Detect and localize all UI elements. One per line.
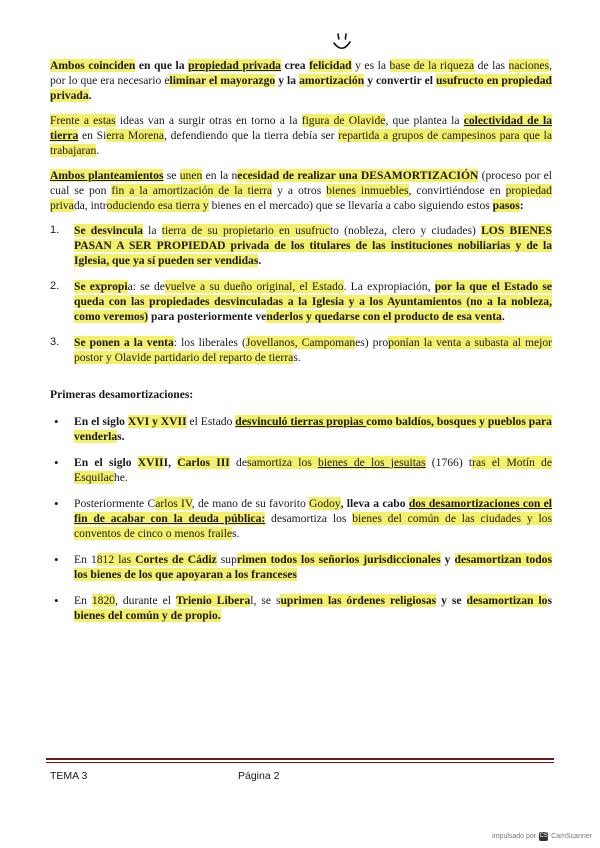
text-span: desvinculó tierras propias (235, 415, 367, 428)
text-span: amortización (299, 74, 365, 87)
text-span: y convertir el (364, 74, 436, 87)
text-span: fin a la amortización de la tierra (111, 184, 273, 197)
text-span: Se ponen a la venta (74, 336, 174, 349)
text-span: para posteriormente ve (148, 310, 267, 323)
text-span: da, intr (73, 199, 107, 212)
text-span: En el siglo (74, 456, 138, 469)
text-span: . (258, 254, 262, 267)
text-span: liminar el mayorazgo (169, 74, 276, 87)
text-span: usufructo en propiedad privada (50, 74, 553, 102)
text-span: vuelve a su dueño original, el Estado (164, 280, 344, 293)
list-item (62, 593, 552, 623)
text-span: por la que el Estado se queda con las propiedades desvinculadas a la Iglesia y a los Ayuntamientos (no a la nobleza, como veremos) (74, 280, 553, 323)
text-span: bienes en el mercado) que se llevaría a cabo siguiendo estos (208, 199, 493, 212)
text-span: como baldíos, bosques y pueblos para venderla (74, 415, 552, 443)
text-span: (1766) t (425, 456, 473, 469)
text-span: la (142, 224, 162, 237)
text-span: repartida a grupos de campesinos para que la trabajaran (50, 129, 552, 157)
text-span: en Si (78, 129, 107, 142)
text-span: l, se s (250, 594, 281, 607)
text-span: unen (179, 169, 203, 182)
text-span: s. (117, 430, 125, 443)
text-span: XVI y XVII (127, 415, 187, 428)
text-span: y la (275, 74, 300, 87)
text-span: colectividad de la tierra (50, 114, 552, 142)
text-span: propiedad privada (188, 59, 281, 72)
text-span: de las (474, 59, 509, 72)
text-span: 1820 (91, 594, 116, 607)
text-span: y a otros (272, 184, 327, 197)
text-span: , convirtiéndose en (408, 184, 506, 197)
section-heading: Primeras desamortizaciones: (50, 388, 194, 401)
text-span: oduciendo esa tierra y (106, 199, 209, 212)
text-span: (proceso por el cual se pon (50, 169, 552, 197)
text-span: , de mano de su favorito (191, 497, 310, 510)
text-span: . (501, 310, 505, 323)
text-span: : (519, 199, 524, 212)
text-span: XVII (137, 456, 164, 469)
list-number: 3. (50, 336, 60, 348)
text-span: . (96, 144, 100, 157)
list-item (50, 279, 553, 324)
text-span: felicidad (309, 59, 352, 72)
paragraph-ambos-planteamientos (50, 168, 552, 213)
list-number: 2. (50, 280, 60, 292)
text-span: samortiza los (246, 456, 319, 469)
text-span: y (440, 553, 455, 566)
camscanner-watermark (492, 832, 592, 841)
text-span: bienes del común y de propio. (74, 609, 221, 622)
smiley-doodle-icon (330, 30, 356, 56)
text-span: desamortizan lo (466, 594, 548, 607)
text-span: . (88, 89, 92, 102)
watermark-prefix: impulsado por (492, 833, 537, 840)
desamortizaciones-list (50, 414, 552, 623)
list-number: 1. (50, 224, 60, 236)
text-span: en la n (202, 169, 238, 182)
footer-page-number: Página 2 (238, 770, 280, 782)
text-span: es) pro (355, 336, 389, 349)
paragraph-ambos-coinciden (50, 58, 552, 103)
text-span: Ambos planteamientos (50, 169, 164, 182)
text-span: y es la (351, 59, 390, 72)
text-span: Cortes de Cádiz (135, 553, 217, 566)
text-span: LOS BIENES PASAN A SER PROPIEDAD privada de los titulares de las instituciones nobiliarias y de la Iglesia, que ya sí pueden ser vendidas (74, 224, 552, 267)
text-span: . La expropiación, (343, 280, 435, 293)
text-span: Jovellanos, Campoman (245, 336, 356, 349)
text-span: naciones (508, 59, 550, 72)
text-span: : los liberales ( (173, 336, 246, 349)
steps-list (50, 223, 552, 365)
text-span: a: se de (127, 280, 165, 293)
camscanner-logo-icon: CS (539, 833, 548, 839)
text-span: de (229, 456, 247, 469)
footer-topic: TEMA 3 (50, 770, 88, 782)
text-span: , defendiendo que la tierra debía ser (164, 129, 339, 142)
list-item (62, 496, 552, 541)
text-span: s. (293, 351, 301, 364)
text-span: Posteriormente C (74, 497, 156, 510)
text-span: tierra de su propietario en usufruc (161, 224, 330, 237)
text-span: dos desamortizaciones con el fin de acabar con la deuda pública: (74, 497, 552, 525)
text-span: Carlos III (177, 456, 230, 469)
text-span: Se desvincula (74, 224, 143, 237)
text-span: Frente a estas (50, 114, 116, 127)
text-span: erra Morena (106, 129, 165, 142)
text-span: ponían la venta a subasta al mejor postor y Olavide partidario del reparto de tierra (74, 336, 553, 364)
document-body (50, 58, 552, 634)
text-span: rimen todos los señorios jurisdiccionales (236, 553, 441, 566)
text-span: nderlos y quedarse con el producto de esa venta (266, 310, 502, 323)
list-item (62, 552, 552, 582)
text-span: arlos IV (155, 497, 192, 510)
text-span: propiedad priva (50, 184, 552, 212)
list-item (50, 223, 552, 268)
paragraph-olavide (50, 113, 552, 158)
text-span: he. (113, 471, 128, 484)
text-span: 812 las (96, 553, 136, 566)
text-span: s (547, 594, 552, 607)
text-span: bienes de los jesuitas (318, 456, 426, 469)
text-span: , durante el (115, 594, 176, 607)
text-span: crea (280, 59, 310, 72)
text-span: , que plantea la (385, 114, 464, 127)
text-span: en que la (135, 59, 189, 72)
text-span: se (163, 169, 180, 182)
text-span: desamortizan todos los bienes de los que apoyaran a los franceses (74, 553, 552, 581)
text-span: , lleva a cabo (340, 497, 409, 510)
text-span: En (74, 594, 92, 607)
text-span: ecesidad de realizar una DESAMORTIZACIÓN (237, 169, 479, 182)
text-span: Trienio Libera (175, 594, 251, 607)
text-span: el Estado (186, 415, 236, 428)
text-span: pasos (492, 199, 520, 212)
list-item (62, 414, 552, 444)
text-span: sup (216, 553, 237, 566)
text-span: Godoy (309, 497, 341, 510)
watermark-brand: CamScanner (551, 833, 592, 840)
text-span: En 1 (74, 553, 97, 566)
text-span: base de la riqueza (389, 59, 475, 72)
text-span: s. (232, 527, 240, 540)
text-span: bienes del común de las ciudades y los conventos de cinco o menos fraile (74, 512, 552, 540)
text-span: y se (436, 594, 467, 607)
text-span: Se expropi (74, 280, 128, 293)
text-span: uprimen las órdenes religiosas (280, 594, 437, 607)
text-span: I, (163, 456, 178, 469)
text-span: ideas van a surgir otras en torno a la (115, 114, 302, 127)
text-span: bienes inmuebles (326, 184, 409, 197)
text-span: desamortiza los (265, 512, 353, 525)
text-span: Ambos coinciden (50, 59, 136, 72)
text-span: , por lo que era necesario e (50, 59, 552, 87)
list-item (50, 335, 553, 365)
text-span: ras el Motín de Esquilac (74, 456, 553, 484)
text-span: to (nobleza, clero y ciudades) (329, 224, 482, 237)
list-item (62, 455, 552, 485)
text-span: figura de Olavide (301, 114, 386, 127)
footer-divider (46, 758, 554, 766)
text-span: En el siglo (74, 415, 128, 428)
